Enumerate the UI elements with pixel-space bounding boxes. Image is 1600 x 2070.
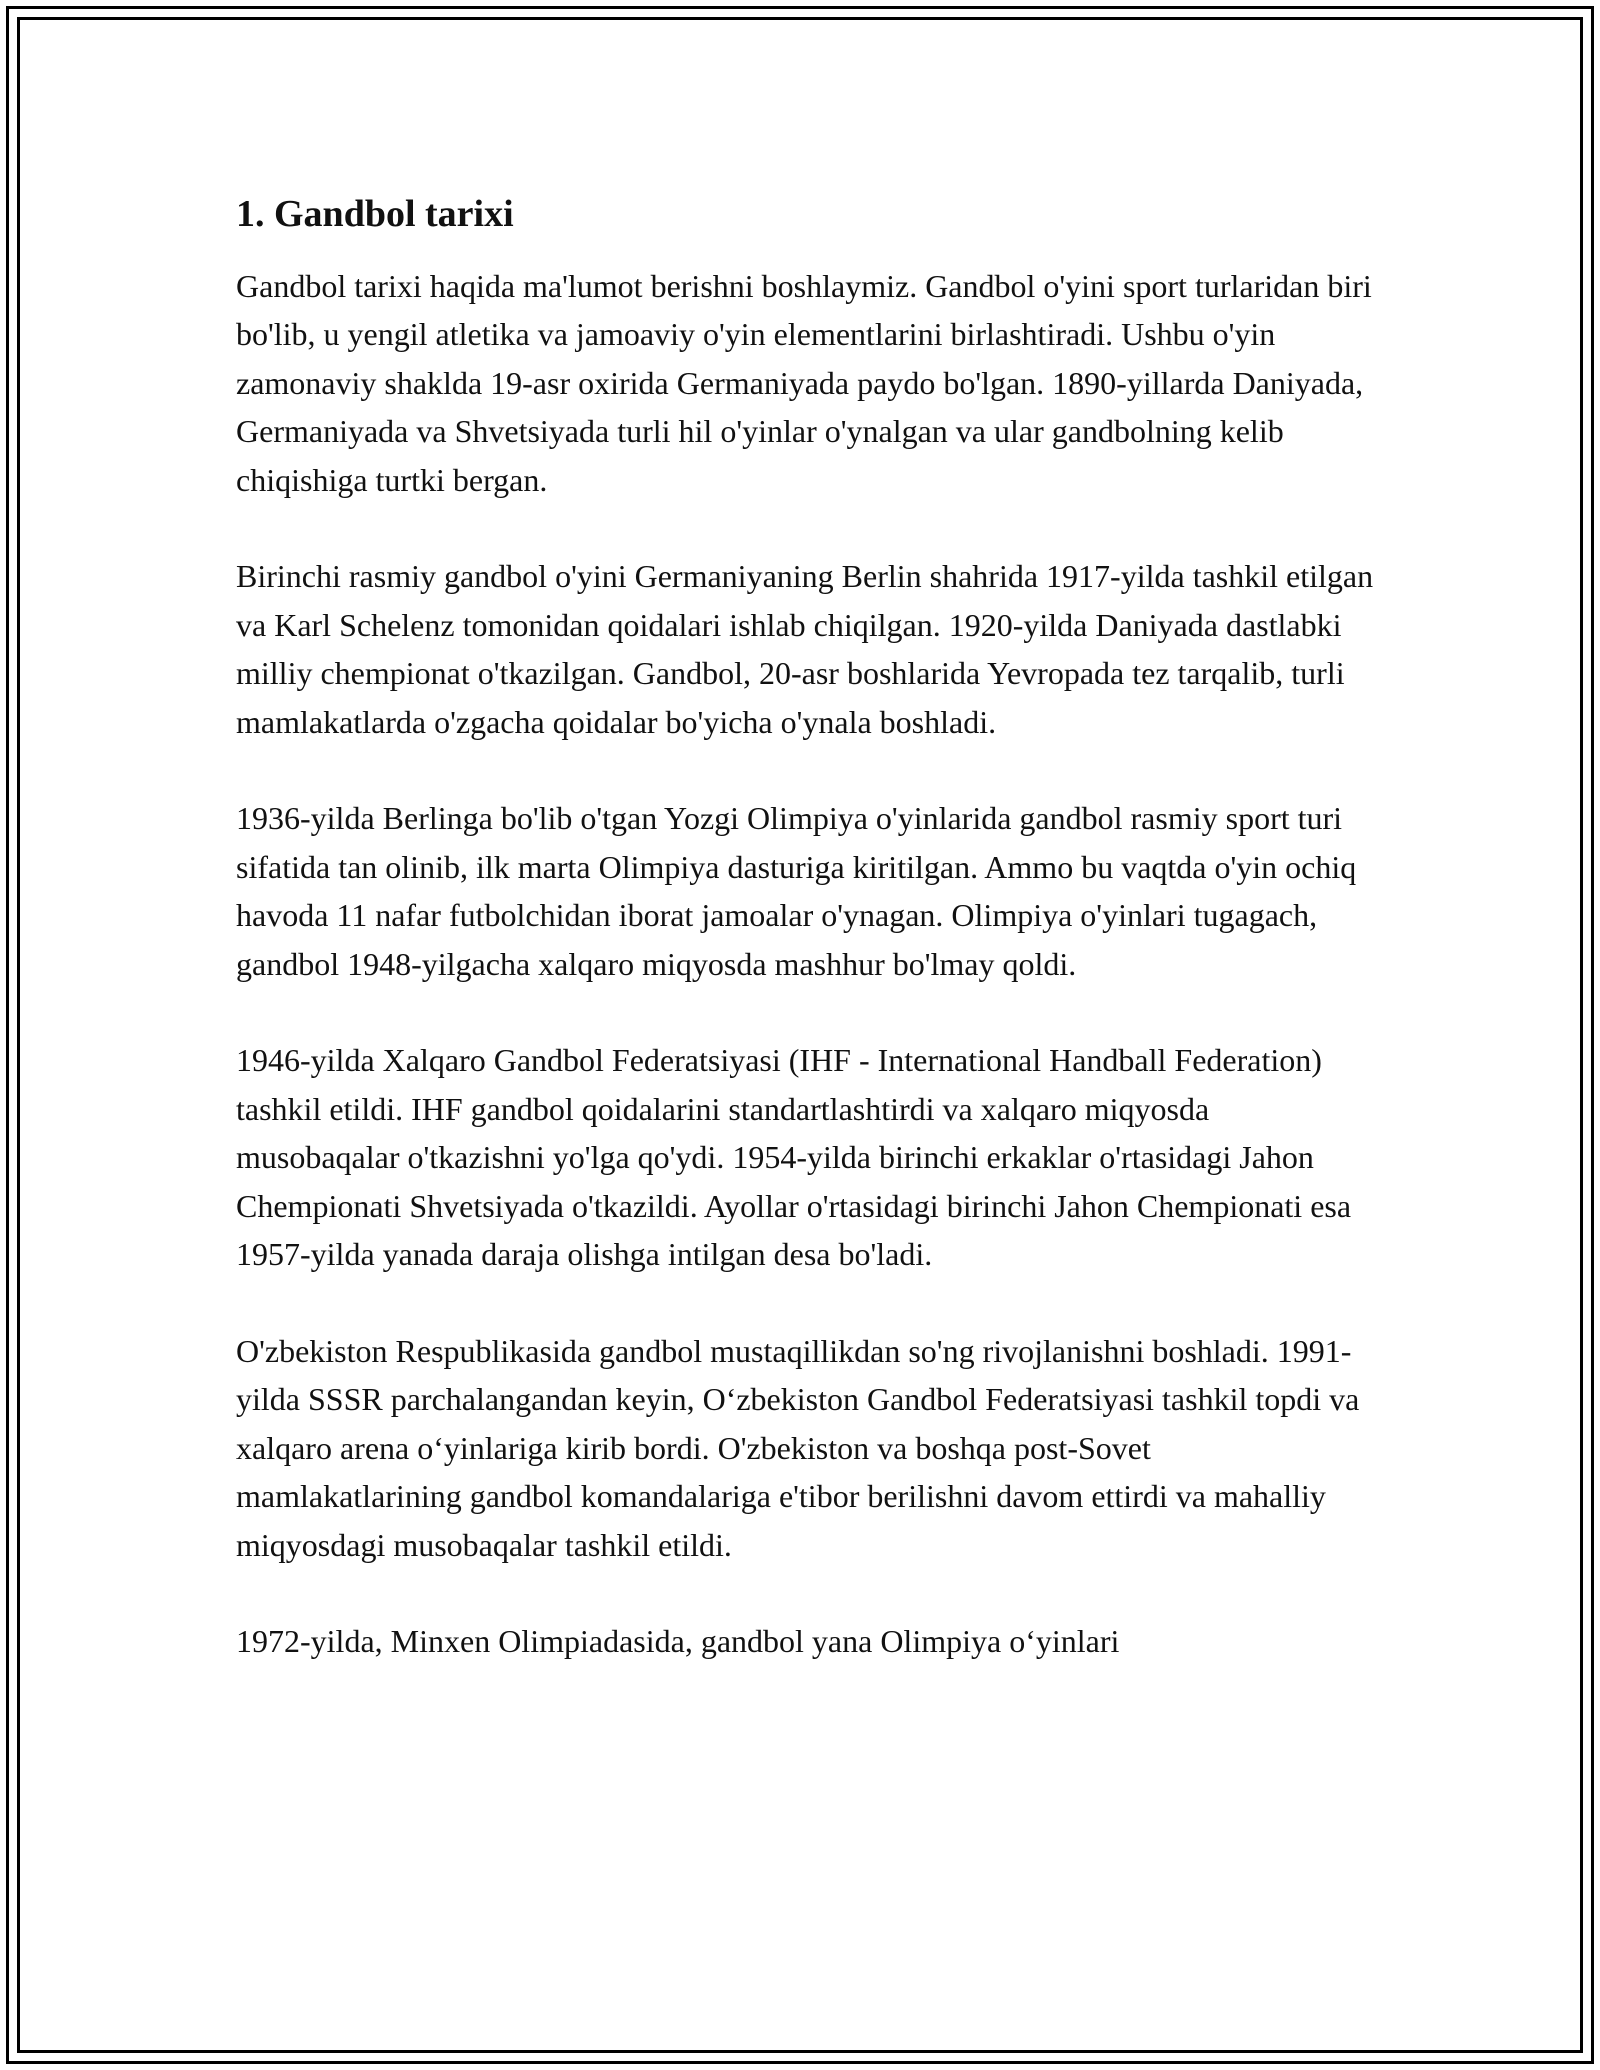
paragraph-3: 1936-yilda Berlinga bo'lib o'tgan Yozgi Olimpiya o'yinlarida gandbol rasmiy sport turi sifatida tan olinib, ilk marta Olimpiya dasturiga kiritilgan. Ammo bu vaqtda o'yin ochiq havoda 11 nafar futbolchidan iborat jamoalar o'ynagan. Olimpiya o'yinlari tugagach, gandbol 1948-yilgacha xalqaro miqyosda mashhur bo'lmay qoldi. — [236, 800, 1357, 982]
paragraph-4: 1946-yilda Xalqaro Gandbol Federatsiyasi (IHF - International Handball Federation) tashkil etildi. IHF gandbol qoidalarini standartlashtirdi va xalqaro miqyosda musobaqalar o'tkazishni yo'lga qo'ydi. 1954-yilda birinchi erkaklar o'rtasidagi Jahon Chempionati Shvetsiyada o'tkazildi. Ayollar o'rtasidagi birinchi Jahon Chempionati esa 1957-yilda yanada daraja olishga intilgan desa bo'ladi. — [236, 1042, 1352, 1273]
section-heading: 1. Gandbol tarixi — [236, 193, 514, 235]
paragraph-1: Gandbol tarixi haqida ma'lumot berishni boshlaymiz. Gandbol o'yini sport turlaridan biri bo'lib, u yengil atletika va jamoaviy o'yin elementlarini birlashtiradi. Ushbu o'yin zamonaviy shaklda 19-asr oxirida Germaniyada paydo bo'lgan. 1890-yillarda Daniyada, Germaniyada va Shvetsiyada turli hil o'yinlar o'ynalgan va ular gandbolning kelib chiqishiga turtki bergan. — [236, 268, 1372, 498]
paragraph-6: 1972-yilda, Minxen Olimpiadasida, gandbol yana Olimpiya o‘yinlari — [236, 1623, 1120, 1660]
paragraph-5: O'zbekiston Respublikasida gandbol mustaqillikdan so'ng rivojlanishni boshladi. 1991-yilda SSSR parchalangandan keyin, O‘zbekiston Gandbol Federatsiyasi tashkil topdi va xalqaro arena o‘yinlariga kirib bordi. O'zbekiston va boshqa post-Sovet mamlakatlarining gandbol komandalariga e'tibor berilishni davom ettirdi va mahalliy miqyosdagi musobaqalar tashkil etildi. — [236, 1332, 1360, 1563]
paragraph-2: Birinchi rasmiy gandbol o'yini Germaniyaning Berlin shahrida 1917-yilda tashkil etilgan va Karl Schelenz tomonidan qoidalari ishlab chiqilgan. 1920-yilda Daniyada dastlabki milliy chempionat o'tkazilgan. Gandbol, 20-asr boshlarida Yevropada tez tarqalib, turli mamlakatlarda o'zgacha qoidalar bo'yicha o'ynala boshladi. — [236, 558, 1374, 740]
document-body — [236, 186, 1376, 1666]
